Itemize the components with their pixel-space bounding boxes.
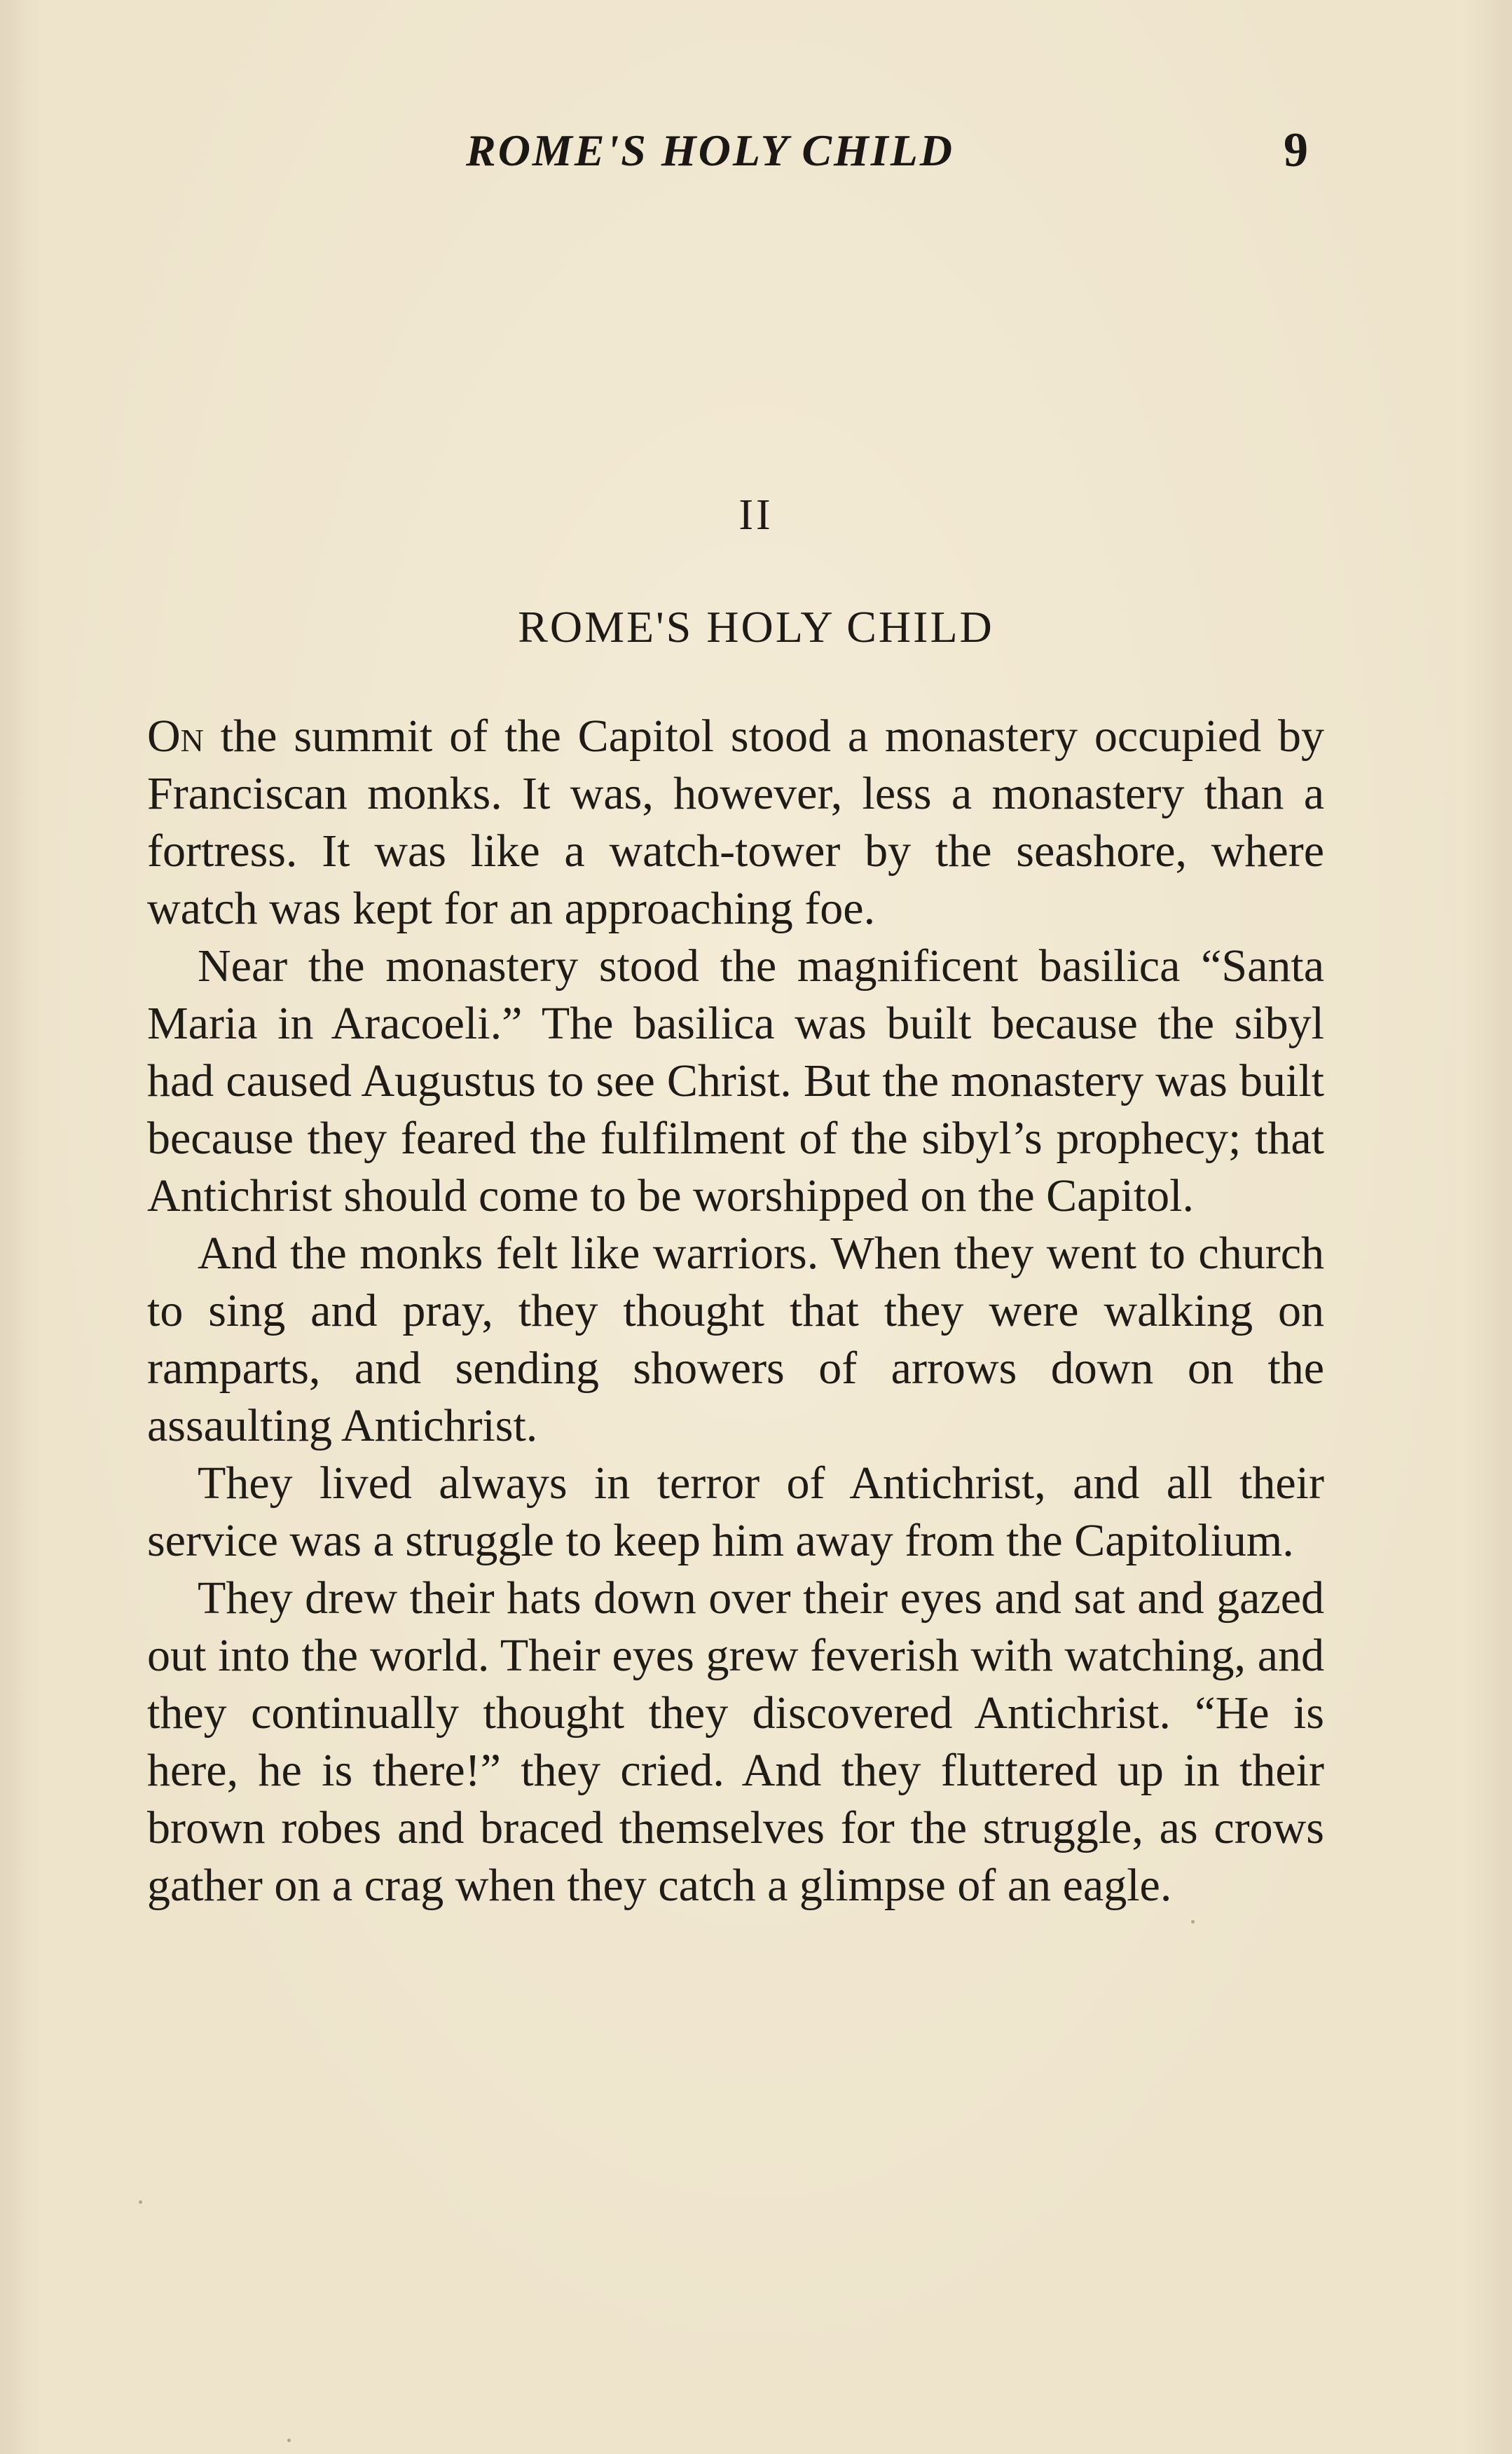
chapter-number: II bbox=[738, 491, 774, 539]
running-head-title: ROME'S HOLY CHILD bbox=[466, 125, 954, 175]
paragraph: They drew their hats down over their eyes and sat and gazed out into the world. Their eyes grew feverish with watching, and they continually thought they discovered Antichrist. “He is here, he is there!” they cried. And they fluttered up in their brown robes and braced themselves for the struggle, as crows gather on a crag when they catch a glimpse of an eagle. bbox=[147, 1572, 1324, 1911]
paragraph-text: the summit of the Capitol stood a monastery occupied by Franciscan monks. It was, however, less a monastery than a fortress. It was like a watch-tower by the seashore, where watch was kept for an approaching foe. bbox=[147, 711, 1324, 934]
running-head bbox=[0, 119, 1512, 182]
paragraph bbox=[147, 708, 1324, 938]
paper-speck bbox=[287, 2439, 291, 2442]
page-number: 9 bbox=[1284, 123, 1308, 177]
paper-speck bbox=[1191, 1920, 1195, 1924]
paragraph: And the monks felt like warriors. When they went to church to sing and pray, they thought that they were walking on ramparts, and sending showers of arrows down on the assaulting Antichrist. bbox=[147, 1228, 1324, 1451]
chapter-title: ROME'S HOLY CHILD bbox=[518, 602, 994, 652]
paragraph-lead-word: On bbox=[147, 711, 204, 762]
paragraph: Near the monastery stood the magnificent basilica “Santa Maria in Aracoeli.” The basilica was built because the sibyl had caused Augustus to see Christ. But the monastery was built because they feared the fulfilment of the sibyl’s prophecy; that Antichrist should come to be worshipped on the Capitol. bbox=[147, 940, 1324, 1221]
paper-speck bbox=[139, 2200, 142, 2204]
paragraph: They lived always in terror of Antichrist, and all their service was a struggle to keep him away from the Capitolium. bbox=[147, 1458, 1324, 1566]
chapter-body bbox=[147, 708, 1324, 1914]
